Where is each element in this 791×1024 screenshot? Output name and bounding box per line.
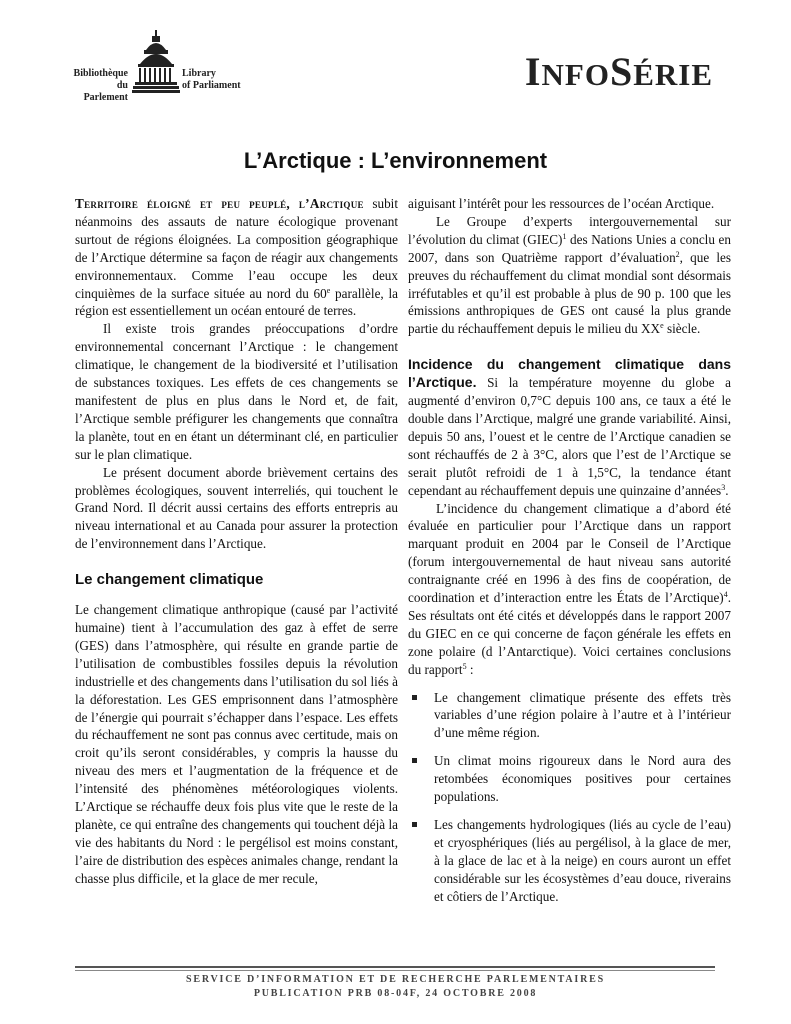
square-bullet-icon <box>412 758 417 763</box>
logo-text-english <box>182 68 272 92</box>
logo-fr-line1: Bibliothèque <box>73 68 128 79</box>
list-item-text: Les changements hydrologiques (liés au cycle de l’eau) et cryosphériques (liés au pergélisol, à la glace de mer, à la glace de lac et à la neige) en cours auront un effet considérable sur les écosystèmes d’eau douce, riverains et côtiers de l’Arctique. <box>434 817 731 904</box>
footer-publication-id: PUBLICATION PRB 08-04F, 24 OCTOBRE 2008 <box>253 988 538 999</box>
intro-lead-smallcaps: Territoire éloigné et peu peuplé, l’Arctique <box>75 196 364 211</box>
conclusions-list <box>408 689 731 906</box>
arctic-impact-text-end: . <box>725 482 729 498</box>
document-title: L’Arctique : L’environnement <box>243 148 548 173</box>
footer-service-name: SERVICE D’INFORMATION ET DE RECHERCHE PARLEMENTAIRES <box>186 974 605 985</box>
arctic-impact-paragraph <box>408 356 731 499</box>
footnote-ref-1[interactable]: 1 <box>562 231 567 241</box>
footnote-ref-2[interactable]: 2 <box>675 249 680 259</box>
footer-rule-thin <box>75 970 715 971</box>
council-paragraph <box>408 500 731 679</box>
brand-letter-3: S <box>609 49 634 94</box>
superscript-e: e <box>326 285 331 295</box>
parliament-library-dome-icon <box>132 30 180 96</box>
run-in-heading-arctic-impact: Incidence du changement climatique dans l’Arctique. <box>408 356 731 391</box>
giec-text-b: des Nations Unies a conclu en 2007, dans son Quatrième rapport d’évaluation <box>408 231 731 265</box>
giec-text-a: Le Groupe d’experts intergouvernemental sur l’évolution du climat (GIEC) <box>408 213 731 247</box>
square-bullet-icon <box>412 695 417 700</box>
right-column <box>408 195 731 916</box>
logo-en-line1: Library <box>182 68 216 79</box>
giec-text-c: , que les preuves du réchauffement du climat mondial sont désormais irréfutables et qu’il est probable à plus de 90 p. 100 que les émissions anthropiques de GES ont causé la plus grande partie du réchauffement depuis le milieu du XX <box>408 249 731 337</box>
list-item-text: Le changement climatique présente des effets très variables d’une région polaire à l’autre et à l’intérieur d’une même région. <box>434 689 731 741</box>
infoserie-wordmark <box>524 49 713 101</box>
brand-letter-1: I <box>524 49 542 94</box>
superscript-e: e <box>660 321 664 331</box>
footnote-ref-4[interactable]: 4 <box>723 590 728 600</box>
logo-text-french <box>70 68 128 104</box>
list-item-text: Un climat moins rigoureux dans le Nord aura des retombées économiques positives pour certaines populations. <box>434 753 731 805</box>
brand-part-2: NFO <box>541 57 610 92</box>
concerns-paragraph: Il existe trois grandes préoccupations d’ordre environnemental concernant l’Arctique : le changement climatique, le changement de la biodiversité et l’utilisation de substances toxiques. Les effets de ces changements se manifestent de plus en plus dans le Nord et, de fait, l’Arctique semble préfigurer les changements que connaîtra la planète, tout en en étant un déterminant clé, en particulier sur le plan climatique. <box>75 321 398 462</box>
section-heading-climate-change: Le changement climatique <box>75 571 264 589</box>
footnote-ref-3[interactable]: 3 <box>721 482 726 492</box>
giec-paragraph <box>408 213 731 338</box>
arctic-impact-text: Si la température moyenne du globe a augmenté d’environ 0,7°C depuis 100 ans, ce taux a été le double dans l’Arctique, malgré une grande variabilité. Ainsi, depuis 50 ans, l’ouest et le centre de l’Arctique canadien se sont réchauffés de 2 à 3°C, alors que l’est de l’Arctique se serait plutôt refroidi de 1 à 1,5°C, la tendance étant cependant au réchauffement depuis une quinzaine d’années <box>408 375 731 498</box>
continuation-paragraph: aiguisant l’intérêt pour les ressources de l’océan Arctique. <box>408 196 715 211</box>
council-text-b: . Ses résultats ont été cités et développés dans le rapport 2007 du GIEC en ce qui concerne de façon générale les effets en zone polaire (d l’Antarctique). Voici certaines conclusions du rapport <box>408 590 731 677</box>
logo-en-line2: of Parliament <box>182 80 241 91</box>
scope-paragraph: Le présent document aborde brièvement certains des problèmes écologiques, souvent interreliés, qui touchent le Grand Nord. Il décrit aussi certains des efforts entrepris au niveau international et au Canada pour assurer la protection de l’environnement dans l’Arctique. <box>75 464 398 552</box>
council-text-a: L’incidence du changement climatique a d’abord été évaluée en particulier pour l’Arctique dans un rapport marquant produit en 2004 par le Conseil de l’Arctique (forum intergouvernemental de haut niveau sans autorité contraignante créé en 1996 à des fins de coopération, de coordination et d’interaction entre les États de l’Arctique) <box>408 500 731 606</box>
brand-part-4: ÉRIE <box>633 57 713 92</box>
council-text-c: : <box>466 661 474 677</box>
intro-text: subit néanmoins des assauts de nature écologique provenant surtout de régions éloignées. La composition géographique de l’Arctique détermine sa façon de réagir aux changements environnementaux. Comme l’eau occupe les deux cinquièmes de la surface située au nord du 60 <box>75 196 399 301</box>
list-item <box>408 816 731 906</box>
left-column <box>75 195 398 888</box>
giec-text-d: siècle. <box>663 321 701 337</box>
intro-text-end: parallèle, la région est essentiellement un océan entouré de terres. <box>75 285 398 319</box>
logo-fr-line2: du Parlement <box>83 80 128 103</box>
library-of-parliament-logo <box>70 30 260 103</box>
footnote-ref-5[interactable]: 5 <box>462 661 467 671</box>
list-item <box>408 689 731 743</box>
list-item <box>408 752 731 806</box>
intro-paragraph <box>75 195 398 320</box>
square-bullet-icon <box>412 822 417 827</box>
footer-rule <box>75 966 715 968</box>
climate-change-paragraph: Le changement climatique anthropique (causé par l’activité humaine) tient à l’accumulation des gaz à effet de serre (GES) dans l’atmosphère, qui résulte en grande partie de l’utilisation de combustibles fossiles depuis la révolution industrielle et des changements dans l’utilisation du sol liés à la déforestation. Les GES emprisonnent dans l’atmosphère de l’énergie qui pourrait s’échapper dans l’espace. Les effets du réchauffement ne sont pas connus avec certitude, mais on croit qu’ils seront considérables, y compris la hausse du niveau des mers et l’augmentation de la fréquence et de l’intensité des phénomènes météorologiques violents. L’Arctique se réchauffe deux fois plus vite que le reste de la planète, ce qui entraîne des changements qui touchent déjà la vie des habitants du Nord : le pergélisol est moins constant, l’aire de distribution des espèces animales change, rendant la chasse plus difficile, et la glace de mer recule, <box>75 602 398 886</box>
